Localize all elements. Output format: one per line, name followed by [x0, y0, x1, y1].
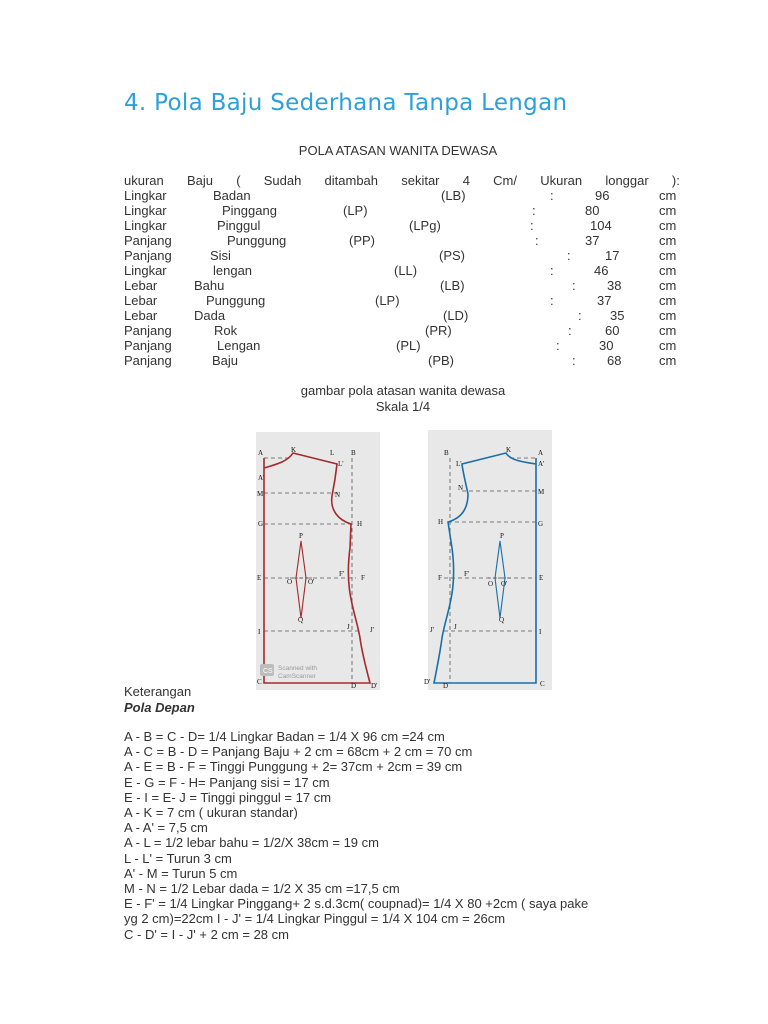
- svg-text:O': O': [308, 578, 315, 586]
- notes-subheading: Pola Depan: [124, 700, 195, 715]
- measurement-row: [124, 188, 680, 203]
- measurement-row: [124, 323, 680, 338]
- note-line: A - L = 1/2 lebar bahu = 1/2/X 38cm = 19 cm: [124, 835, 379, 851]
- svg-text:G: G: [258, 520, 264, 528]
- note-line: A' - M = Turun 5 cm: [124, 865, 238, 881]
- svg-text:D': D': [424, 678, 431, 686]
- measure-word1: Lebar: [124, 308, 158, 323]
- measure-value: 17: [605, 248, 620, 263]
- svg-text:N: N: [458, 484, 464, 492]
- svg-text:B: B: [351, 449, 356, 457]
- measure-word2: Pinggang: [222, 203, 277, 218]
- svg-text:A': A': [538, 460, 545, 468]
- front-paper: [256, 432, 380, 690]
- measurement-row: [124, 203, 680, 218]
- measure-code: (LPg): [409, 218, 441, 233]
- measurement-row: [124, 308, 680, 323]
- notes-label: Keterangan: [124, 684, 192, 699]
- svg-text:A': A': [258, 474, 265, 482]
- svg-text:P: P: [299, 532, 303, 540]
- measurement-row: [124, 263, 680, 278]
- measure-value: 60: [605, 323, 620, 338]
- svg-text:I: I: [258, 628, 261, 636]
- measure-word2: Sisi: [210, 248, 231, 263]
- measure-value: 104: [590, 218, 612, 233]
- measure-word2: Baju: [212, 353, 239, 368]
- measure-code: (PL): [396, 338, 421, 353]
- measure-unit: cm: [659, 218, 677, 233]
- measure-unit: cm: [659, 293, 677, 308]
- measure-word1: Lebar: [124, 293, 158, 308]
- svg-text:E: E: [257, 574, 262, 582]
- svg-text:CS: CS: [263, 668, 273, 675]
- measure-word2: Punggung: [206, 293, 266, 308]
- measure-word1: Panjang: [124, 323, 172, 338]
- measure-unit: cm: [659, 263, 677, 278]
- svg-text:D: D: [351, 682, 357, 690]
- watermark-subtext: CamScanner: [278, 673, 316, 680]
- svg-text:N: N: [335, 491, 341, 499]
- measure-colon: :: [532, 203, 536, 218]
- intro-line: [124, 173, 680, 188]
- measure-value: 37: [585, 233, 600, 248]
- measurement-row: [124, 278, 680, 293]
- measure-unit: cm: [659, 188, 677, 203]
- measure-word1: Panjang: [124, 353, 172, 368]
- svg-text:J': J': [430, 626, 434, 634]
- back-paper: [428, 430, 552, 690]
- notes-list: [124, 729, 684, 942]
- svg-text:D: D: [443, 682, 449, 690]
- measure-colon: :: [535, 233, 539, 248]
- intro-word: Ukuran: [540, 173, 583, 188]
- svg-text:Q: Q: [298, 616, 304, 624]
- measure-word2: Punggung: [227, 233, 287, 248]
- measure-code: (PS): [439, 248, 465, 263]
- note-line: L - L' = Turun 3 cm: [124, 850, 232, 866]
- measure-colon: :: [572, 353, 576, 368]
- svg-text:H: H: [438, 518, 444, 526]
- measure-word2: Bahu: [194, 278, 225, 293]
- measure-code: (PP): [349, 233, 375, 248]
- measurement-row: [124, 248, 680, 263]
- intro-word: ):: [671, 173, 680, 188]
- measurement-row: [124, 233, 680, 248]
- measure-colon: :: [530, 218, 534, 233]
- note-line: yg 2 cm)=22cm I - J' = 1/4 Lingkar Pinggul = 1/4 X 104 cm = 26cm: [124, 911, 506, 927]
- measure-value: 80: [585, 203, 600, 218]
- measure-unit: cm: [659, 353, 677, 368]
- measure-word1: Panjang: [124, 338, 172, 353]
- measure-unit: cm: [659, 278, 677, 293]
- svg-text:J: J: [454, 623, 457, 631]
- page-title: 4. Pola Baju Sederhana Tanpa Lengan: [124, 90, 568, 116]
- note-line: E - F' = 1/4 Lingkar Pinggang+ 2 s.d.3cm( coupnad)= 1/4 X 80 +2cm ( saya pake: [124, 896, 589, 912]
- measure-colon: :: [550, 293, 554, 308]
- note-line: E - G = F - H= Panjang sisi = 17 cm: [124, 774, 330, 790]
- svg-text:O: O: [287, 578, 293, 586]
- measure-colon: :: [578, 308, 582, 323]
- svg-text:P: P: [500, 532, 504, 540]
- measure-value: 68: [607, 353, 622, 368]
- svg-text:F: F: [361, 574, 365, 582]
- measure-unit: cm: [659, 203, 677, 218]
- svg-text:F': F': [464, 570, 470, 578]
- measure-unit: cm: [659, 233, 677, 248]
- measure-colon: :: [572, 278, 576, 293]
- svg-text:O: O: [488, 580, 494, 588]
- measure-unit: cm: [659, 248, 677, 263]
- measurement-row: [124, 218, 680, 233]
- measure-code: (LL): [394, 263, 418, 278]
- measure-value: 35: [610, 308, 625, 323]
- svg-text:H: H: [357, 520, 363, 528]
- measure-word1: Lingkar: [124, 188, 167, 203]
- svg-text:A: A: [538, 449, 544, 457]
- measure-unit: cm: [659, 338, 677, 353]
- measure-word1: Lingkar: [124, 218, 167, 233]
- svg-text:O': O': [501, 580, 508, 588]
- svg-text:D': D': [371, 682, 378, 690]
- intro-word: (: [236, 173, 241, 188]
- measure-word2: Pinggul: [217, 218, 261, 233]
- measure-word1: Lebar: [124, 278, 158, 293]
- svg-text:L': L': [456, 460, 462, 468]
- note-line: C - D' = I - J' + 2 cm = 28 cm: [124, 926, 289, 942]
- intro-word: Baju: [186, 173, 213, 188]
- note-line: E - I = E- J = Tinggi pinggul = 17 cm: [124, 789, 332, 805]
- measure-code: (LP): [375, 293, 400, 308]
- figure-scale: Skala 1/4: [375, 399, 431, 414]
- pattern-drawing: [248, 428, 556, 690]
- svg-text:G: G: [538, 520, 544, 528]
- svg-text:A: A: [258, 449, 264, 457]
- intro-word: Cm/: [493, 173, 517, 188]
- measure-code: (LD): [443, 308, 469, 323]
- measure-word2: Dada: [194, 308, 226, 323]
- measure-value: 30: [599, 338, 614, 353]
- svg-text:F': F': [339, 570, 345, 578]
- measure-colon: :: [550, 263, 554, 278]
- svg-text:Q: Q: [499, 616, 505, 624]
- note-line: A - B = C - D= 1/4 Lingkar Badan = 1/4 X 96 cm =24 cm: [124, 729, 445, 744]
- note-line: A - A' = 7,5 cm: [124, 820, 208, 836]
- svg-text:L': L': [338, 460, 344, 468]
- intro-word: ukuran: [124, 173, 164, 188]
- svg-text:C: C: [257, 678, 262, 686]
- figure-caption: gambar pola atasan wanita dewasa: [300, 383, 506, 398]
- measure-word1: Lingkar: [124, 203, 167, 218]
- svg-text:K: K: [506, 446, 512, 454]
- note-line: M - N = 1/2 Lebar dada = 1/2 X 35 cm =17,5 cm: [124, 881, 400, 897]
- measure-colon: :: [556, 338, 560, 353]
- svg-text:J': J': [370, 626, 374, 634]
- note-line: A - K = 7 cm ( ukuran standar): [124, 805, 298, 821]
- svg-text:K: K: [291, 446, 297, 454]
- svg-text:M: M: [538, 488, 545, 496]
- intro-word: Sudah: [263, 173, 302, 188]
- svg-text:F: F: [438, 574, 442, 582]
- measure-code: (PB): [428, 353, 454, 368]
- measure-code: (PR): [425, 323, 452, 338]
- measure-word2: Rok: [214, 323, 238, 338]
- svg-text:C: C: [540, 680, 545, 688]
- svg-text:E: E: [539, 574, 544, 582]
- measurement-row: [124, 338, 680, 353]
- measurement-row: [124, 293, 680, 308]
- measure-word1: Panjang: [124, 248, 172, 263]
- pattern-subtitle: POLA ATASAN WANITA DEWASA: [298, 143, 498, 158]
- intro-word: ditambah: [324, 173, 379, 188]
- measure-code: (LP): [343, 203, 368, 218]
- svg-text:L: L: [330, 449, 335, 457]
- svg-text:M: M: [257, 490, 264, 498]
- measure-value: 96: [595, 188, 610, 203]
- measure-word1: Lingkar: [124, 263, 167, 278]
- measurement-row: [124, 353, 680, 368]
- measure-colon: :: [550, 188, 554, 203]
- measure-code: (LB): [441, 188, 466, 203]
- measure-value: 37: [597, 293, 612, 308]
- intro-word: longgar: [605, 173, 649, 188]
- measure-word2: Badan: [213, 188, 251, 203]
- intro-word: 4: [462, 173, 470, 188]
- measure-value: 38: [607, 278, 622, 293]
- measure-code: (LB): [440, 278, 465, 293]
- measure-word1: Panjang: [124, 233, 172, 248]
- intro-word: sekitar: [401, 173, 440, 188]
- measure-unit: cm: [659, 323, 677, 338]
- measure-word2: lengan: [213, 263, 253, 278]
- note-line: A - C = B - D = Panjang Baju + 2 cm = 68cm + 2 cm = 70 cm: [124, 744, 473, 760]
- note-line: A - E = B - F = Tinggi Punggung + 2= 37cm + 2cm = 39 cm: [124, 759, 463, 775]
- measure-word2: Lengan: [217, 338, 261, 353]
- watermark-text: Scanned with: [278, 665, 318, 672]
- svg-text:B: B: [444, 449, 449, 457]
- measure-unit: cm: [659, 308, 677, 323]
- measure-colon: :: [568, 323, 572, 338]
- svg-text:I: I: [539, 628, 542, 636]
- measure-value: 46: [594, 263, 609, 278]
- svg-text:J: J: [347, 623, 350, 631]
- measure-colon: :: [567, 248, 571, 263]
